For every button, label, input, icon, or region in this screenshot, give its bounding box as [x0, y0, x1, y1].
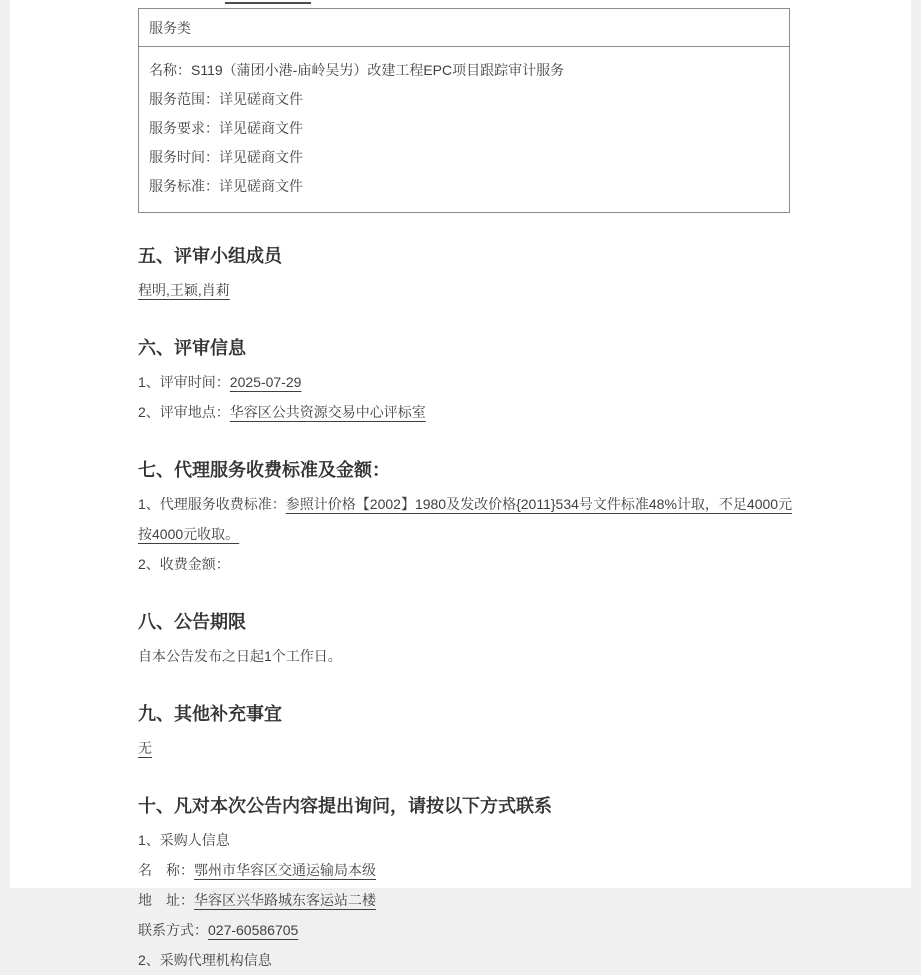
- review-time-value: 2025-07-29: [229, 374, 302, 390]
- fee-standard-label: 1、代理服务收费标准：: [138, 496, 286, 512]
- review-team-members: 程明,王颖,肖莉: [138, 282, 230, 298]
- purchaser-name-line: [138, 855, 800, 885]
- review-place-label: 2、评审地点：: [138, 404, 230, 420]
- fee-standard-value: 参照计价格【2002】1980及发改价格{2011}534号文件标准48%计取，不足4000元按4000元收取。: [138, 496, 793, 542]
- notice-period-content: 自本公告发布之日起1个工作日。: [138, 648, 342, 664]
- review-time-line: [138, 367, 800, 397]
- fee-amount-line: [138, 549, 800, 579]
- section-heading-review-info: 六、评审信息: [138, 338, 246, 358]
- review-time-label: 1、评审时间：: [138, 374, 230, 390]
- purchaser-phone-value: 027-60586705: [208, 922, 299, 938]
- purchaser-phone-label: 联系方式：: [138, 922, 208, 938]
- review-place-line: [138, 397, 800, 427]
- section-heading-other: 九、其他补充事宜: [138, 704, 282, 724]
- fee-standard-line: [138, 489, 800, 549]
- purchaser-name-label: 名 称：: [138, 862, 194, 878]
- table-body-row: [139, 47, 790, 213]
- section-heading-review-team: 五、评审小组成员: [138, 246, 282, 266]
- review-team-members-line: [138, 275, 800, 305]
- purchaser-addr-line: [138, 885, 800, 915]
- section-heading-contact: 十、凡对本次公告内容提出询问，请按以下方式联系: [138, 796, 552, 816]
- announcement-content: [138, 0, 800, 975]
- section-heading-agency-fee: 七、代理服务收费标准及金额：: [138, 460, 390, 480]
- fee-amount-label: 2、收费金额：: [138, 556, 230, 572]
- purchaser-addr-value: 华容区兴华路城东客运站二楼: [194, 892, 376, 908]
- document-page: [10, 0, 911, 968]
- service-scope-line: 服务范围：详见磋商文件: [149, 91, 303, 107]
- review-place-value: 华容区公共资源交易中心评标室: [229, 404, 426, 420]
- other-content-line: [138, 733, 800, 763]
- table-header-row: [139, 9, 790, 47]
- service-time-line: 服务时间：详见磋商文件: [149, 149, 303, 165]
- purchaser-name-value: 鄂州市华容区交通运输局本级: [194, 862, 376, 878]
- service-requirement-line: 服务要求：详见磋商文件: [149, 120, 303, 136]
- section-heading-notice-period: 八、公告期限: [138, 612, 246, 632]
- purchaser-heading: 1、采购人信息: [138, 832, 230, 848]
- table-header-cell: 服务类: [139, 9, 790, 47]
- service-info-table: [138, 8, 790, 213]
- service-name-line: 名称：S119（蒲团小港-庙岭吴屴）改建工程EPC项目跟踪审计服务: [149, 62, 565, 78]
- service-standard-line: 服务标准：详见磋商文件: [149, 178, 303, 194]
- other-content: 无: [138, 740, 152, 756]
- purchaser-addr-label: 地 址：: [138, 892, 194, 908]
- agency-heading: 2、采购代理机构信息: [138, 952, 272, 968]
- table-body-cell: [139, 47, 790, 213]
- purchaser-phone-line: [138, 915, 800, 945]
